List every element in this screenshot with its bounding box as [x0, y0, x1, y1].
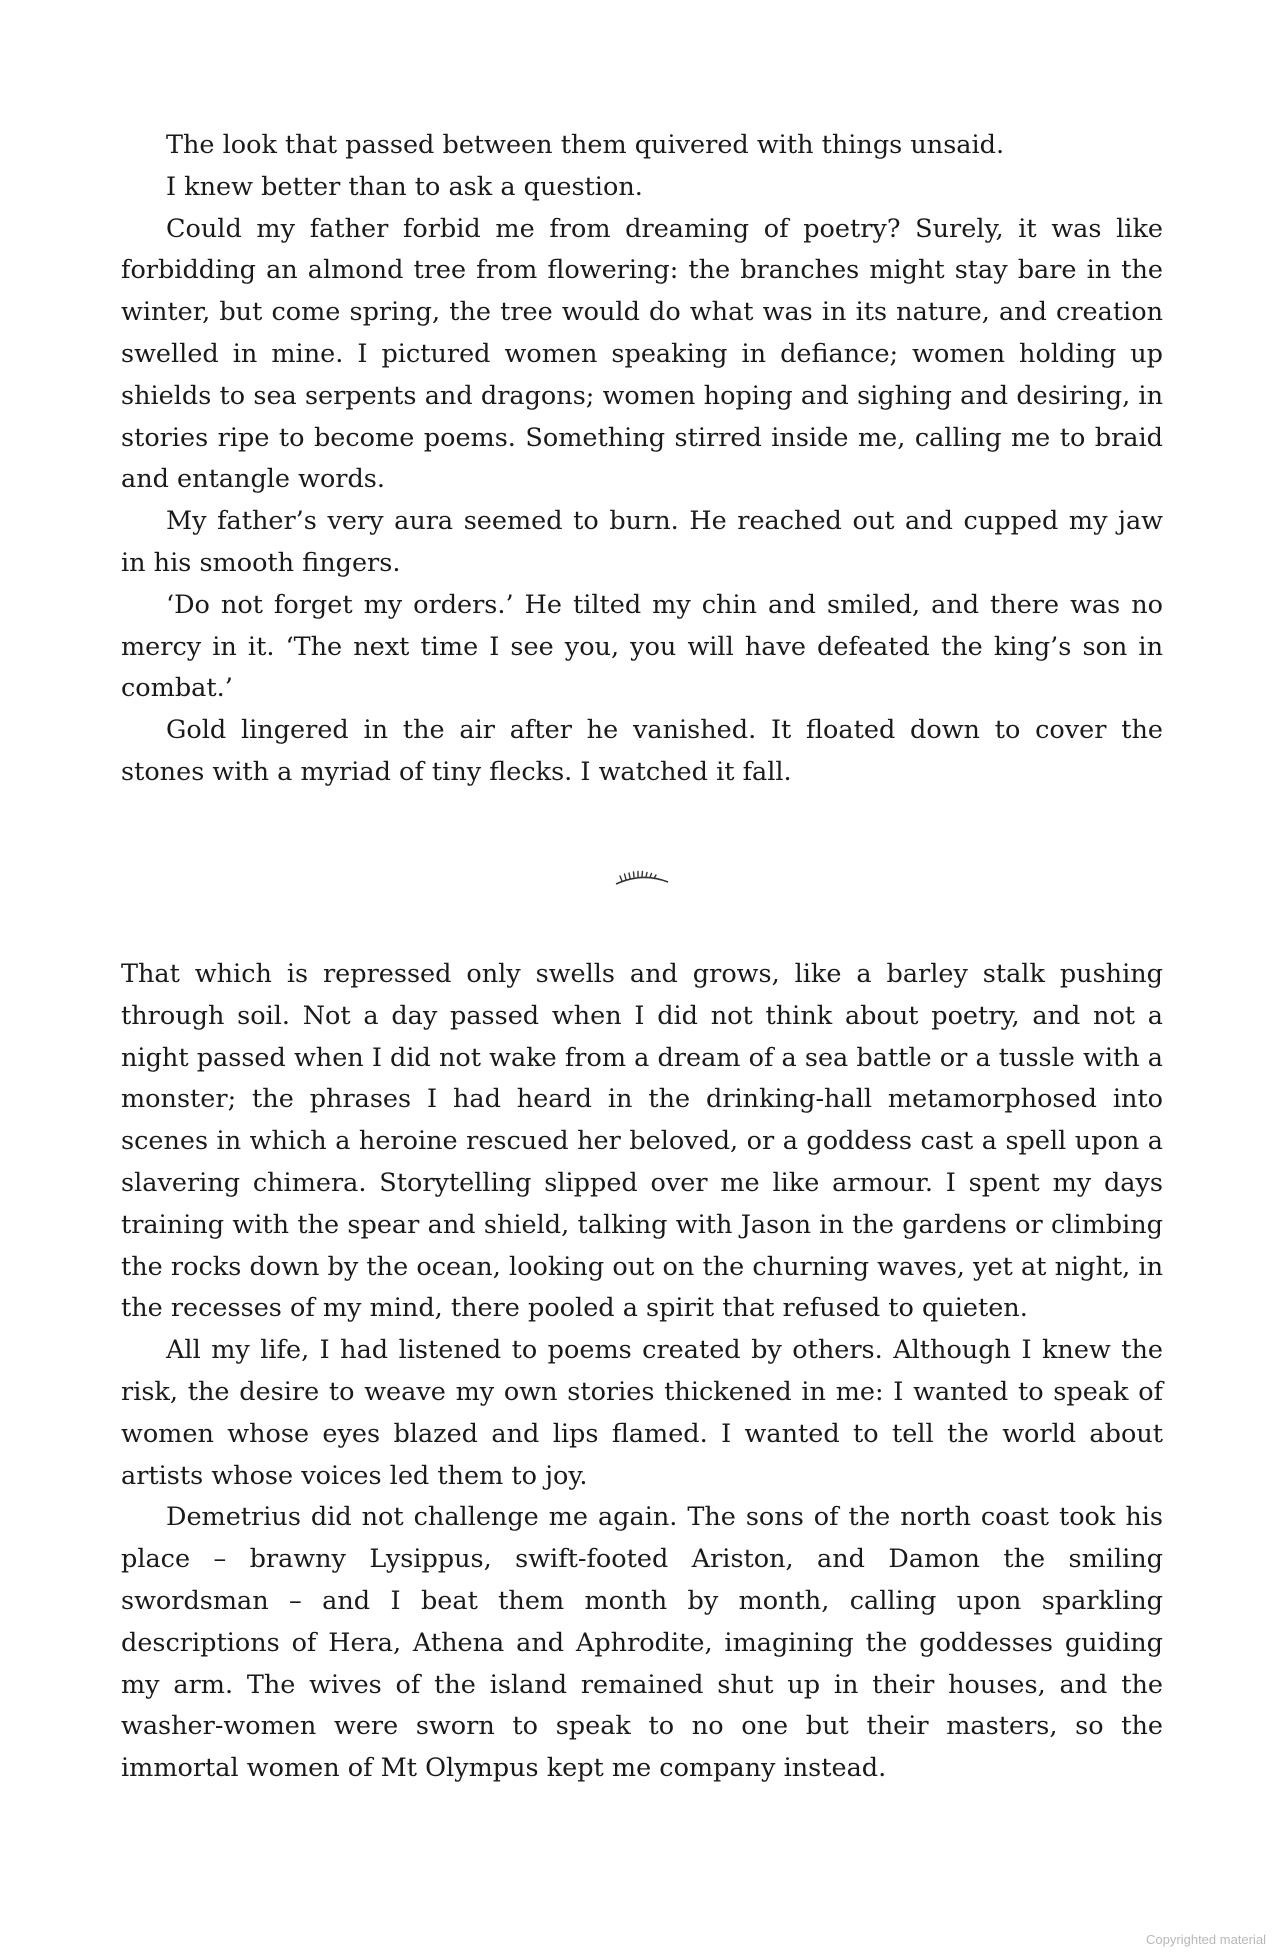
paragraph: Demetrius did not challenge me again. The sons of the north coast took his place – brawny Lysippus, swift-footed Ariston, and Damon the smiling swordsman – and I beat them month by month, calling upon sparkling descriptions of Hera, Athena and Aphrodite, imagining the goddesses guiding my arm. The wives of the island remained shut up in their houses, and the washer-women were sworn to speak to no one but their masters, so the immortal women of Mt Olympus kept me company instead. [121, 1502, 1163, 1784]
paragraph: Gold lingered in the air after he vanished. It floated down to cover the stones with a myriad of tiny flecks. I watched it fall. [121, 715, 1163, 787]
paragraph: Could my father forbid me from dreaming of poetry? Surely, it was like forbidding an almond tree from flowering: the branches might stay bare in the winter, but come spring, the tree would do what was in its nature, and creation swelled in mine. I pictured women speaking in defiance; women holding up shields to sea serpents and dragons; women hoping and sighing and desiring, in stories ripe to become poems. Something stirred inside me, calling me to braid and entangle words. [121, 213, 1163, 495]
laurel-ornament-icon [612, 868, 672, 890]
section-one [121, 125, 1163, 794]
paragraph: I knew better than to ask a question. [166, 171, 643, 202]
paragraph: All my life, I had listened to poems created by others. Although I knew the risk, the desire to weave my own stories thickened in me: I wanted to speak of women whose eyes blazed and lips flamed. I wanted to tell the world about artists whose voices led them to joy. [121, 1335, 1163, 1491]
paragraph: ‘Do not forget my orders.’ He tilted my chin and smiled, and there was no mercy in it. ‘The next time I see you, you will have defeated the king’s son in combat.’ [121, 589, 1163, 704]
paragraph: The look that passed between them quivered with things unsaid. [166, 130, 1005, 160]
copyright-watermark: Copyrighted material [1146, 1932, 1266, 1947]
paragraph: That which is repressed only swells and grows, like a barley stalk pushing through soil. Not a day passed when I did not think about poetry, and not a night passed when I did not wake from a dream of a sea battle or a tussle with a monster; the phrases I had heard in the drinking-hall metamorphosed into scenes in which a heroine rescued her beloved, or a goddess cast a spell upon a slavering chimera. Storytelling slipped over me like armour. I spent my days training with the spear and shield, talking with Jason in the gardens or climbing the rocks down by the ocean, looking out on the churning waves, yet at night, in the recesses of my mind, there pooled a spirit that refused to quieten. [121, 959, 1163, 1324]
section-two [121, 954, 1163, 1790]
paragraph: My father’s very aura seemed to burn. He reached out and cupped my jaw in his smooth fingers. [121, 506, 1163, 578]
